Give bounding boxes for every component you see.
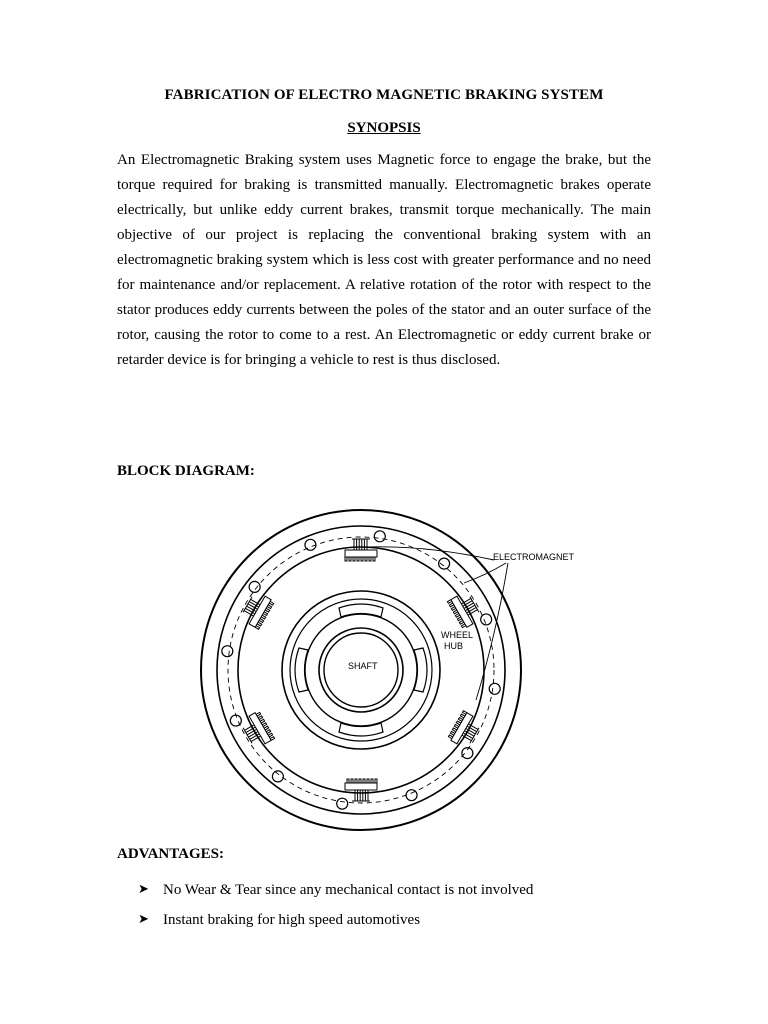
hub-slot	[414, 648, 427, 692]
arrow-bullet-icon: ➤	[138, 912, 149, 927]
advantages-heading: ADVANTAGES:	[117, 846, 224, 862]
electromagnet	[345, 539, 377, 561]
document-title: FABRICATION OF ELECTRO MAGNETIC BRAKING SYSTEM	[164, 87, 604, 103]
bolt-hole	[222, 646, 233, 657]
synopsis-paragraph: An Electromagnetic Braking system uses Magnetic force to engage the brake, but the torque required for braking is transmitted manually. Electromagnetic brakes operate electrically, but unlike eddy current brakes, transmit torque mechanically. The main objective of our project is replacing the conventional braking system with an electromagnetic braking system which is less cost with greater performance and no need for maintenance and/or replacement. A relative rotation of the rotor with respect to the stator produces eddy currents between the poles of the stator and an outer surface of the rotor, causing the rotor to come to a rest. An Electromagnetic or eddy current brake or retarder device is for bringing a vehicle to rest is thus disclosed.	[117, 152, 651, 368]
electromagnet	[447, 711, 482, 750]
list-item	[138, 880, 533, 910]
advantages-list	[138, 880, 533, 940]
arrow-bullet-icon: ➤	[138, 882, 149, 897]
bolt-hole	[481, 614, 492, 625]
bolt-hole	[249, 581, 260, 592]
wheel-hub-label-2: HUB	[444, 641, 464, 651]
electromagnet	[240, 591, 275, 630]
bolt-hole	[337, 798, 348, 809]
electromagnet	[447, 591, 482, 630]
list-item	[138, 910, 533, 940]
bolt-hole	[305, 539, 316, 550]
electromagnet-label: ELECTROMAGNET	[493, 552, 575, 562]
bolt-hole	[406, 790, 417, 801]
bolt-hole	[374, 531, 385, 542]
advantage-text: Instant braking for high speed automotives	[163, 912, 421, 928]
bolt-hole	[230, 715, 241, 726]
hub-slot	[295, 648, 308, 692]
electromagnet	[345, 779, 377, 801]
hub-slot	[339, 604, 383, 617]
synopsis-heading: SYNOPSIS	[347, 120, 421, 136]
brake-block-diagram	[196, 505, 575, 835]
advantage-text: No Wear & Tear since any mechanical contact is not involved	[163, 882, 534, 898]
shaft-label: SHAFT	[348, 661, 378, 671]
bolt-hole	[272, 771, 283, 782]
block-diagram-heading: BLOCK DIAGRAM:	[117, 463, 255, 479]
bolt-hole	[489, 683, 500, 694]
electromagnet	[240, 711, 275, 750]
wheel-hub-label-1: WHEEL	[441, 630, 474, 640]
hub-slot	[339, 723, 383, 736]
